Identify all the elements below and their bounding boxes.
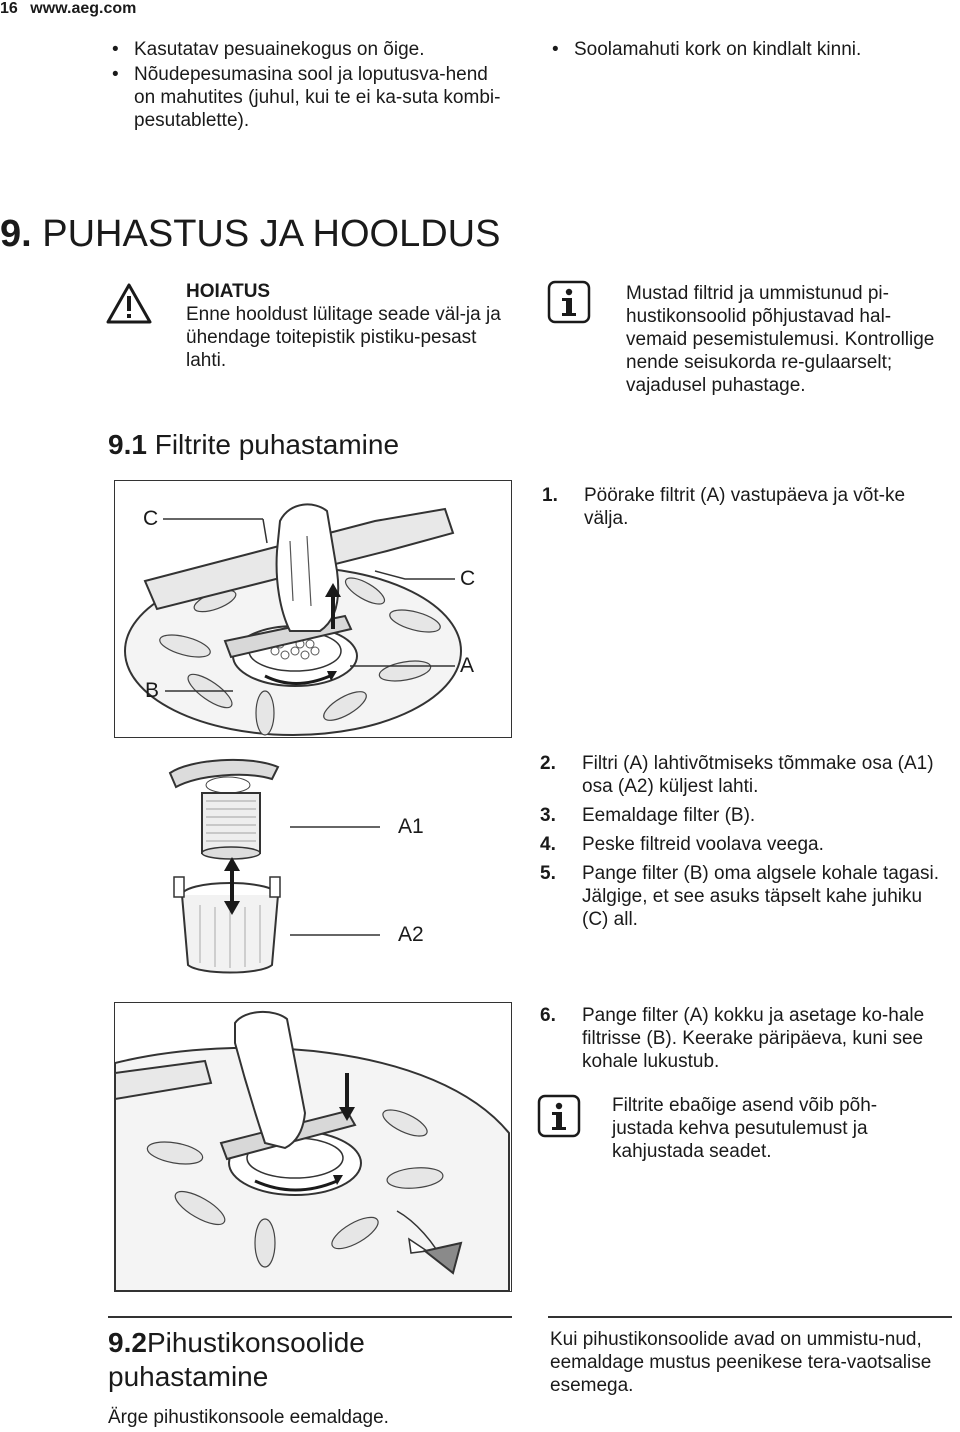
steps-group-1 bbox=[542, 484, 952, 536]
page-number: 16 bbox=[0, 0, 18, 17]
step-number: 5. bbox=[540, 863, 556, 884]
subsection-heading-92 bbox=[108, 1326, 512, 1394]
intro-bullets-left bbox=[108, 38, 508, 134]
page-header bbox=[0, 0, 136, 18]
section92-right-text: Kui pihustikonsoolide avad on ummistu-nud, eemaldage mustus peenikese tera-vaotsalise esemega. bbox=[550, 1329, 932, 1396]
step-text: Filtri (A) lahtivõtmiseks tõmmake osa (A1) osa (A2) küljest lahti. bbox=[582, 753, 934, 797]
step-number: 2. bbox=[540, 753, 556, 774]
subsection-title: Filtrite puhastamine bbox=[154, 429, 400, 460]
label-a: A bbox=[460, 654, 475, 677]
step-number: 4. bbox=[540, 834, 556, 855]
step-text: Peske filtreid voolava veega. bbox=[582, 834, 824, 855]
section-divider-right bbox=[548, 1316, 952, 1318]
step-text: Pange filter (B) oma algsele kohale tagasi. Jälgige, et see asuks täpselt kahe juhiku (C) all. bbox=[582, 863, 939, 930]
step-text: Pöörake filtrit (A) vastupäeva ja võt-ke välja. bbox=[584, 485, 906, 529]
figure-filter-install bbox=[114, 1002, 512, 1292]
steps-group-2 bbox=[540, 752, 952, 937]
warning-text: Enne hooldust lülitage seade väl-ja ja ühendage toitepistik pistiku-pesast lahti. bbox=[186, 304, 501, 371]
figure-filter-removal bbox=[114, 480, 512, 738]
step-item bbox=[540, 752, 952, 798]
step-text: Eemaldage filter (B). bbox=[582, 805, 756, 826]
warning-title: HOIATUS bbox=[186, 281, 271, 302]
subsection-number: 9.2 bbox=[108, 1327, 147, 1358]
step-number: 1. bbox=[542, 485, 558, 506]
step-item bbox=[540, 804, 952, 827]
bullet-item: • Kasutatav pesuainekogus on õige. bbox=[108, 38, 508, 61]
info-text: Mustad filtrid ja ummistunud pi-hustikonsoolid põhjustavad hal-vemaid pesemistulemusi. Kontrollige nende seisukorda re-gulaarselt; vajadusel puhastage. bbox=[626, 283, 935, 396]
label-c-top: C bbox=[143, 507, 159, 530]
section-heading bbox=[0, 212, 500, 256]
bullet-item: • Nõudepesumasina sool ja loputusva-hend on mahutites (juhul, kui te ei ka-suta kombi-pesutablette). bbox=[108, 63, 508, 132]
subsection-heading bbox=[108, 428, 399, 462]
warning-icon bbox=[106, 282, 152, 324]
section-number: 9. bbox=[0, 213, 32, 255]
label-c-right: C bbox=[460, 567, 476, 590]
steps-group-3 bbox=[540, 1004, 952, 1079]
figure-filter-parts bbox=[140, 755, 460, 985]
section-title: PUHASTUS JA HOOLDUS bbox=[42, 213, 501, 255]
section92-note: Ärge pihustikonsoole eemaldage. bbox=[108, 1407, 389, 1428]
info-icon bbox=[537, 1094, 581, 1138]
label-a2: A2 bbox=[398, 923, 424, 946]
step-item bbox=[542, 484, 952, 530]
step-item bbox=[540, 862, 952, 931]
info-icon bbox=[547, 280, 591, 324]
subsection-title: Pihustikonsoolide puhastamine bbox=[108, 1327, 365, 1392]
info-text-2: Filtrite ebaõige asend võib põh-justada kehva pesutulemust ja kahjustada seadet. bbox=[612, 1095, 878, 1162]
section-divider-left bbox=[108, 1316, 512, 1318]
website-link[interactable]: www.aeg.com bbox=[30, 0, 137, 17]
label-a1: A1 bbox=[398, 815, 424, 838]
intro-bullets-right bbox=[548, 38, 948, 63]
label-b: B bbox=[145, 679, 160, 702]
step-number: 6. bbox=[540, 1005, 556, 1026]
step-item bbox=[540, 833, 952, 856]
subsection-number: 9.1 bbox=[108, 429, 147, 460]
bullet-item: • Soolamahuti kork on kindlalt kinni. bbox=[548, 38, 948, 61]
step-item bbox=[540, 1004, 952, 1073]
step-text: Pange filter (A) kokku ja asetage ko-hale filtrisse (B). Keerake päripäeva, kuni see kohale lukustub. bbox=[582, 1005, 925, 1072]
warning-block bbox=[186, 280, 516, 372]
step-number: 3. bbox=[540, 805, 556, 826]
